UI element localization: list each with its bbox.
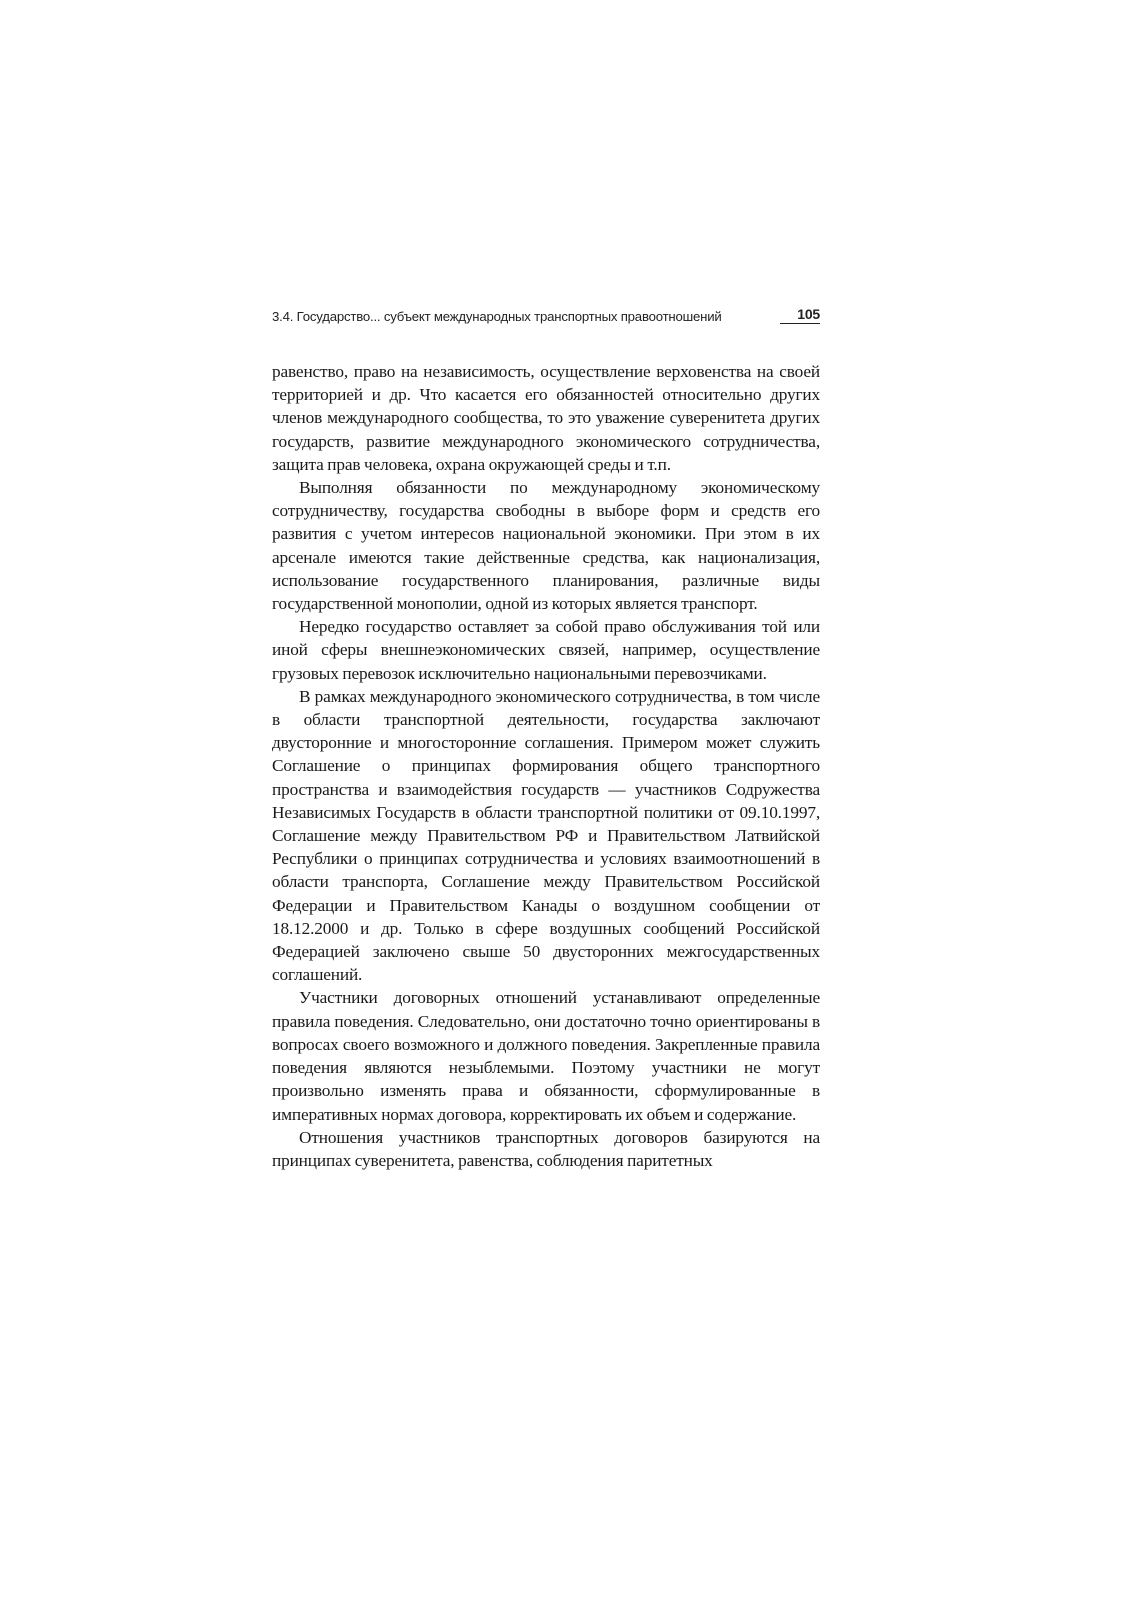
body-text: [272, 360, 820, 1172]
running-title: 3.4. Государство... субъект международных транспортных правоотношений: [272, 309, 722, 324]
book-page: [272, 300, 820, 1172]
paragraph-5: Участники договорных отношений устанавливают определенные правила поведения. Следовательно, они достаточно точно ориентированы в вопросах своего возможного и должного поведения. Закрепленные правила поведения являются незыблемыми. Поэтому участники не могут произвольно изменять права и обязанности, сформулированные в императивных нормах договора, корректировать их объем и содержание.: [272, 988, 820, 1124]
paragraph-1: равенство, право на независимость, осуществление верховенства на своей территорией и др. Что касается его обязанностей относительно других членов международного сообщества, то это уважение суверенитета других государств, развитие международного экономического сотрудничества, защита прав человека, охрана окружающей среды и т.п.: [272, 362, 820, 474]
paragraph-6: Отношения участников транспортных договоров базируются на принципах суверенитета, равенства, соблюдения паритетных: [272, 1127, 820, 1170]
paragraph-2: Выполняя обязанности по международному экономическому сотрудничеству, государства свободны в выборе форм и средств его развития с учетом интересов национальной экономики. При этом в их арсенале имеются такие действенные средства, как национализация, использование государственного планирования, различные виды государственной монополии, одной из которых является транспорт.: [272, 478, 820, 614]
paragraph-4: В рамках международного экономического сотрудничества, в том числе в области транспортной деятельности, государства заключают двусторонние и многосторонние соглашения. Примером может служить Соглашение о принципах формирования общего транспортного пространства и взаимодействия государств — участников Содружества Независимых Государств в области транспортной политики от 09.10.1997, Соглашение между Правительством РФ и Правительством Латвийской Республики о принципах сотрудничества и условиях взаимоотношений в области транспорта, Соглашение между Правительством Российской Федерации и Правительством Канады о воздушном сообщении от 18.12.2000 и др. Только в сфере воздушных сообщений Российской Федерацией заключено свыше 50 двусторонних межгосударственных соглашений.: [272, 686, 820, 985]
paragraph-3: Нередко государство оставляет за собой право обслуживания той или иной сферы внешнеэкономических связей, например, осуществление грузовых перевозок исключительно национальными перевозчиками.: [272, 617, 820, 683]
page-number: 105: [780, 306, 820, 324]
running-head: [272, 300, 820, 324]
